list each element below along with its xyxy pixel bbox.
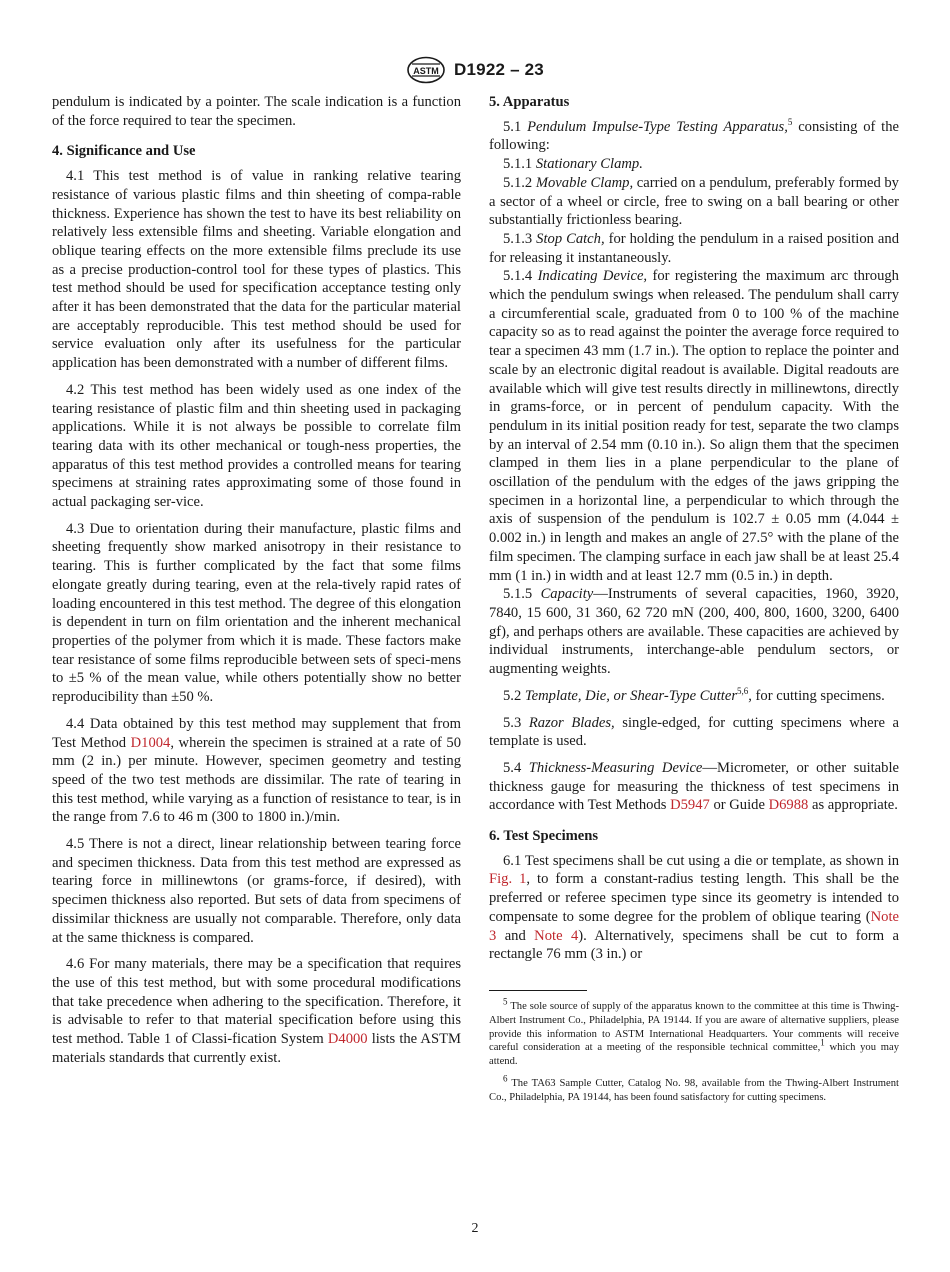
right-column (489, 93, 899, 1113)
left-column (52, 93, 461, 1075)
paragraph-4-5: 4.5 There is not a direct, linear relationship between tearing force and specimen thickness. Data from this test method are expressed as tearing force in millinewtons (or grams-force, if desired), with specimen thickness also reported. But sets of data from specimens of dissimilar thickness are usually not comparable. Therefore, only data at the same thickness is compared. (52, 836, 461, 946)
page-header (0, 56, 950, 84)
link-note-3[interactable]: Note 3 (489, 908, 899, 944)
document-number: D1922 – 23 (454, 60, 544, 79)
paragraph-4-3: 4.3 Due to orientation during their manufacture, plastic films and sheeting frequently show marked anisotropy in their resistance to tearing. This is further complicated by the fact that some films elongate greatly during tearing, even at the rela-tively rapid rates of loading encountered in this test method. The degree of this elongation is dependent in turn on film orientation and the inherent mechanical properties of the polymer from which it is made. These factors make tear resistance of some films reproducible between sets of speci-mens to ±5 % of the mean value, while others potentially show no better reproducibility than ±50 %. (52, 520, 461, 706)
paragraph-5-1-5: 5.1.5 Capacity—Instruments of several capacities, 1960, 3920, 7840, 15 600, 31 360, 62 720 mN (200, 400, 800, 1600, 3200, 6400 gf), and perhaps others are available. These capacities are achieved by individual instruments, interchange-able pendulum sectors, or augmenting weights. (489, 586, 899, 678)
link-d5947[interactable]: D5947 (670, 797, 710, 814)
logo-lettering: ASTM (413, 66, 439, 76)
astm-logo-icon (406, 56, 446, 84)
footnote-6: $^6$ The TA63 Sample Cutter, Catalog No. 98, available from the Thwing-Albert Instrument Co., Philadelphia, PA 19144, has been found satisfactory for cutting specimens. (489, 1073, 899, 1103)
paragraph-4-6: 4.6 For many materials, there may be a specification that requires the use of this test method, but with some procedural modifications that take precedence when adhering to the specification. Therefore, it is advisable to refer to that material specification before using this test method. Table 1 of Classi-fication System D4000 lists the ASTM materials standards that currently exist. (52, 956, 461, 1066)
link-d6988[interactable]: D6988 (768, 797, 809, 814)
paragraph-5-2: 5.2 Template, Die, or Shear-Type Cutter$^{5,6}$, for cutting specimens. (503, 685, 885, 704)
link-fig-1[interactable]: Fig. 1 (489, 871, 527, 888)
link-d4000[interactable]: D4000 (327, 1031, 368, 1048)
paragraph-5-1-1: 5.1.1 Stationary Clamp. (503, 156, 643, 173)
paragraph-6-1: 6.1 Test specimens shall be cut using a die or template, as shown in Fig. 1, to form a constant-radius testing length. This shall be the preferred or referee specimen type since its geometry is intended to compensate to some degree for the problem of oblique tearing (Note 3 and Note 4). Alternatively, specimens shall be cut to form a rectangle 76 mm (3 in.) or (489, 852, 899, 963)
paragraph-5-3: 5.3 Razor Blades, single-edged, for cutting specimens where a template is used. (489, 714, 900, 750)
section-6-heading: 6. Test Specimens (489, 828, 599, 845)
section-4-heading: 4. Significance and Use (52, 143, 196, 160)
link-note-4[interactable]: Note 4 (534, 927, 579, 944)
paragraph-5-1-2: 5.1.2 Movable Clamp, carried on a pendulum, preferably formed by a sector of a wheel or circle, free to swing on a ball bearing or other substantially frictionless bearing. (489, 174, 899, 229)
paragraph-5-1: 5.1 Pendulum Impulse-Type Testing Apparatus,$^5$ consisting of the following: (489, 116, 899, 154)
paragraph-5-4: 5.4 Thickness-Measuring Device—Micrometer, or other suitable thickness gauge for measuring the thickness of test specimens in accordance with Test Methods D5947 or Guide D6988 as appropriate. (489, 759, 899, 814)
footnote-5: $^5$ The sole source of supply of the apparatus known to the committee at this time is Thwing-Albert Instrument Co., Philadelphia, PA 19144. If you are aware of alternative suppliers, please provide this information to ASTM International Headquarters. Your comments will receive careful consideration at a meeting of the responsible technical committee,$^1$ which you may attend. (489, 996, 899, 1068)
paragraph-4-2: 4.2 This test method has been widely used as one index of the tearing resistance of plastic film and thin sheeting used in packaging applications. While it is not always be possible to correlate film tearing data with its other mechanical or tough-ness properties, the apparatus of this test method provides a controlled means for tearing specimens at straining rates approximating some of those found in actual packaging ser-vice. (52, 381, 461, 511)
paragraph-3-continuation: pendulum is indicated by a pointer. The scale indication is a function of the force required to tear the specimen. (52, 94, 461, 129)
paragraph-5-1-4: 5.1.4 Indicating Device, for registering the maximum arc through which the pendulum swings when released. The pendulum shall carry a circumferential scale, graduated from 0 to 100 % of the machine capacity so as to read against the pointer the average force required to tear a specimen 43 mm (1.7 in.). The option to replace the pointer and scale by an electronic digital readout is available. Digital readouts are available which will give test results directly in millinewtons, directly in grams-force, or in percent of pendulum capacity. With the pendulum in its initial position ready for test, separate the two clamps by an interval of 2.54 mm (0.10 in.). So align them that the specimen clamped in them lies in a plane perpendicular to the plane of oscillation of the pendulum with the edges of the jaws gripping the specimen in a horizontal line, a perpendicular to which through the axis of suspension of the pendulum is 102.7 ± 0.05 mm (4.044 ± 0.002 in.) in length and makes an angle of 27.5° with the plane of the film specimen. The clamping surface in each jaw shall be at least 25.4 mm (1 in.) in width and at least 12.7 mm (0.5 in.) in depth. (489, 268, 899, 584)
paragraph-4-4: 4.4 Data obtained by this test method may supplement that from Test Method D1004, wherein the specimen is strained at a rate of 50 mm (2 in.) per minute. However, specimen geometry and testing speed of the two test methods are dissimilar. The rate of tearing in this test method, while varying as a function of resistance to tear, is in the range from 7.6 to 46 m (300 to 1800 in.)/min. (52, 715, 461, 826)
paragraph-4-1: 4.1 This test method is of value in ranking relative tearing resistance of various plastic films and thin sheeting of compa-rable thickness. Experience has shown the test to have its best reliability on relatively less extensible films and sheeting. Variable elongation and oblique tearing effects on the more extensible films preclude its use as a precise production-control tool for these types of plastics. This test method should be used for specification acceptance testing only after it has been demonstrated that the data for the particular material are acceptably reproducible. This test method should be used for service evaluation only after its usefulness for the particular application has been demonstrated with a number of different films. (52, 168, 461, 372)
paragraph-5-1-3: 5.1.3 Stop Catch, for holding the pendulum in a raised position and for releasing it instantaneously. (489, 230, 899, 266)
section-5-heading: 5. Apparatus (489, 94, 570, 110)
footnote-divider (489, 990, 587, 991)
page-number: 2 (471, 1221, 479, 1236)
link-d1004[interactable]: D1004 (130, 734, 171, 751)
